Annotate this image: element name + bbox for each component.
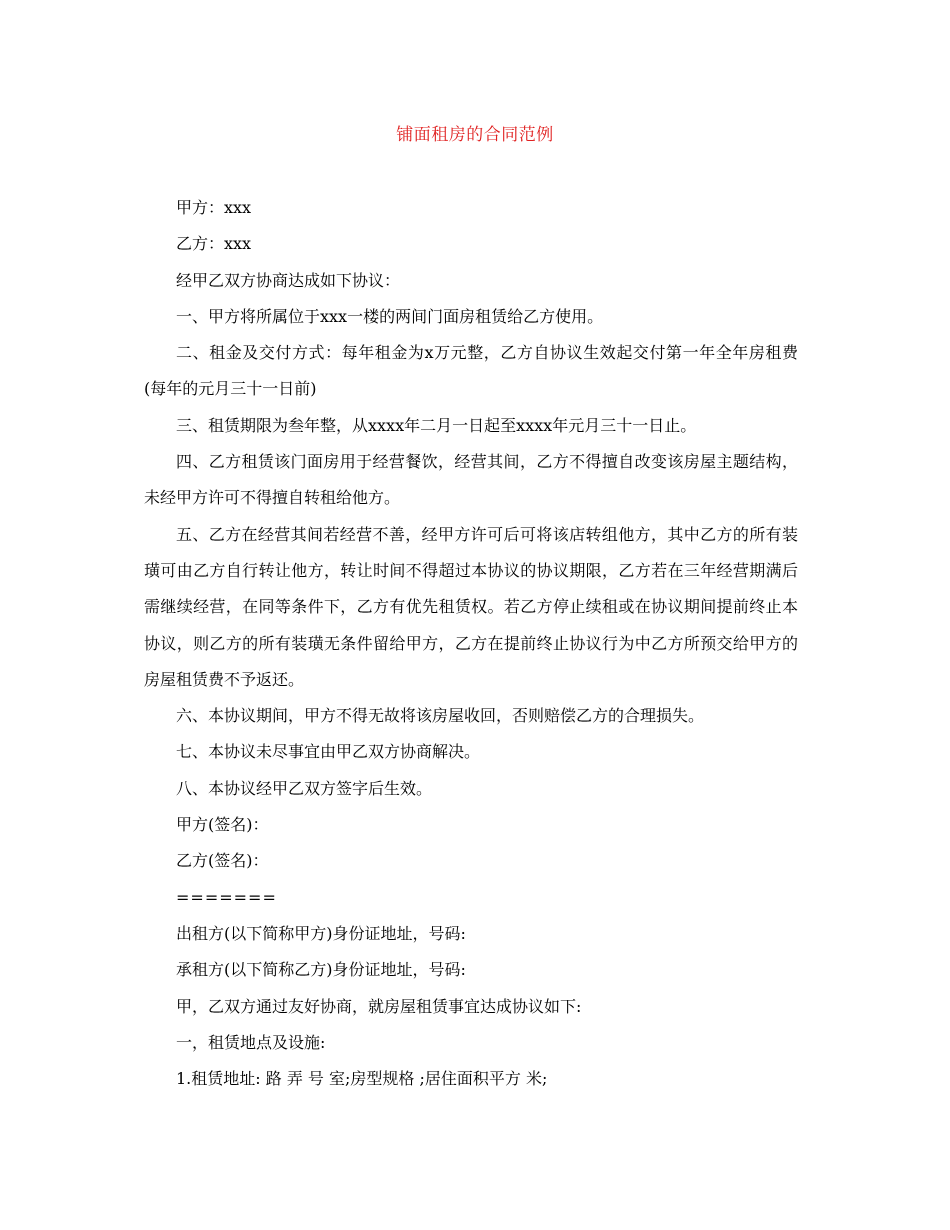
paragraph-clause-7: 七、本协议未尽事宜由甲乙双方协商解决。 (176, 742, 481, 762)
paragraph-clause-8: 八、本协议经甲乙双方签字后生效。 (176, 778, 433, 798)
paragraph-party-b: 乙方：xxx (176, 234, 252, 254)
paragraph-clause-1: 一、甲方将所属位于xxx一楼的两间门面房租赁给乙方使用。 (176, 306, 604, 326)
signature-party-a: 甲方(签名)： (176, 815, 269, 835)
paragraph-clause-2: 二、租金及交付方式：每年租金为x万元整，乙方自协议生效起交付第一年全年房租费(每年的元月三十一日前) (144, 343, 798, 399)
paragraph-intro: 经甲乙双方协商达成如下协议： (176, 270, 401, 290)
paragraph-clause-5: 五、乙方在经营其间若经营不善，经甲方许可后可将该店转组他方，其中乙方的所有装璜可由乙方自行转让他方，转让时间不得超过本协议的协议期限，乙方若在三年经营期满后需继续经营，在同等条件下，乙方有优先租赁权。若乙方停止续租或在协议期间提前终止本协议，则乙方的所有装璜无条件留给甲方，乙方在提前终止协议行为中乙方所预交给甲方的房屋租赁费不予返还。 (144, 524, 798, 689)
paragraph-agreement-intro: 甲，乙双方通过友好协商，就房屋租赁事宜达成协议如下: (176, 996, 582, 1016)
document-title: 铺面租房的合同范例 (396, 125, 554, 145)
paragraph-clause-6: 六、本协议期间，甲方不得无故将该房屋收回，否则赔偿乙方的合理损失。 (176, 706, 705, 726)
paragraph-section-1: 一，租赁地点及设施: (176, 1032, 326, 1052)
paragraph-clause-3: 三、租赁期限为叁年整，从xxxx年二月一日起至xxxx年元月三十一日止。 (176, 415, 697, 435)
paragraph-lessor: 出租方(以下简称甲方)身份证地址，号码: (176, 923, 466, 943)
paragraph-party-a: 甲方：xxx (176, 198, 252, 217)
paragraph-lessee: 承租方(以下简称乙方)身份证地址，号码: (176, 960, 466, 980)
document-body (144, 190, 798, 1097)
signature-party-b: 乙方(签名)： (176, 851, 269, 871)
paragraph-rental-address: 1.租赁地址: 路 弄 号 室;房型规格 ;居住面积平方 米; (176, 1069, 548, 1089)
paragraph-clause-4: 四、乙方租赁该门面房用于经营餐饮，经营其间，乙方不得擅自改变该房屋主题结构，未经甲方许可不得擅自转租给他方。 (144, 452, 798, 508)
section-separator: ======= (176, 887, 277, 907)
